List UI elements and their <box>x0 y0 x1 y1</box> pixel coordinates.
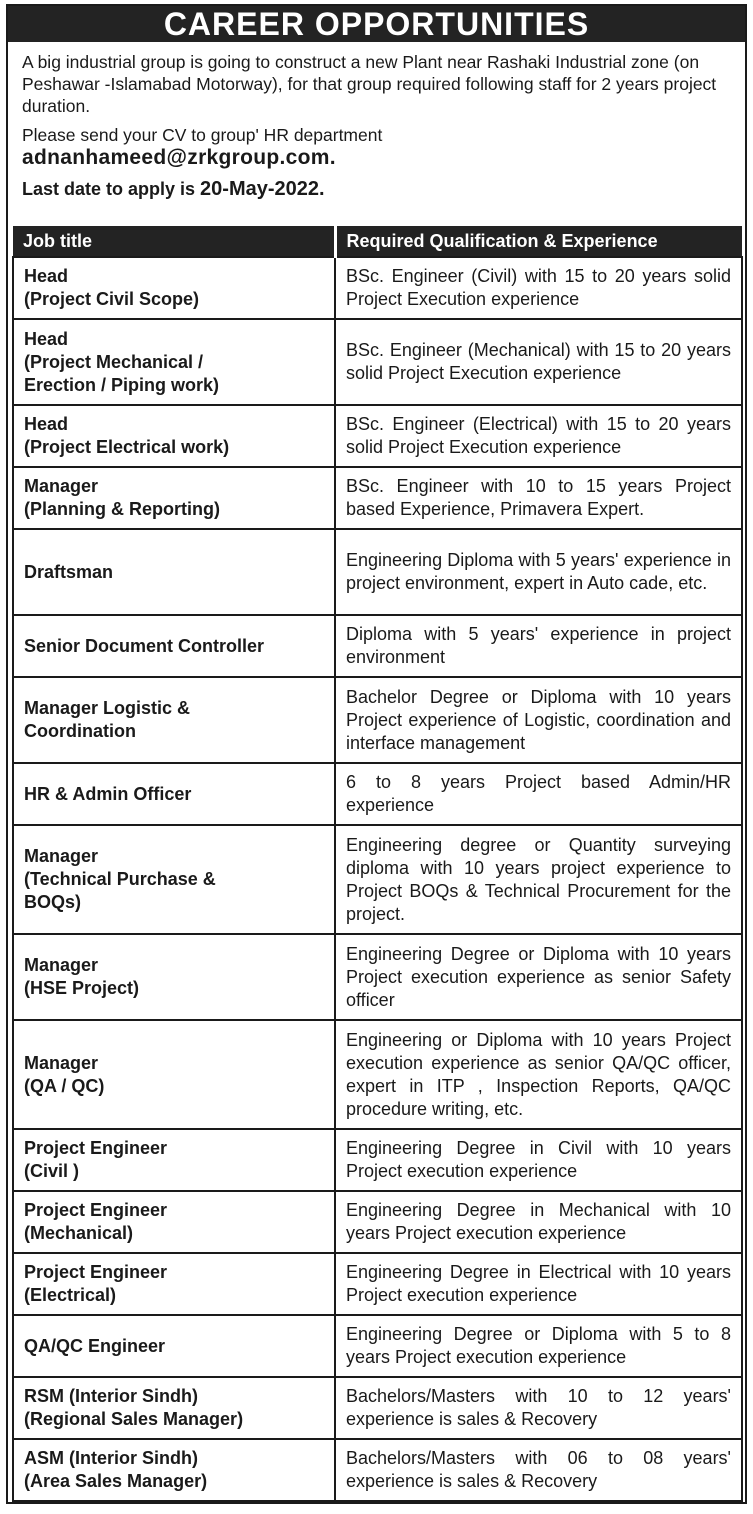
job-row <box>13 319 742 405</box>
job-title-line: (Mechanical) <box>24 1223 134 1243</box>
job-title-cell <box>13 1020 335 1129</box>
ad-title: CAREER OPPORTUNITIES <box>163 6 590 42</box>
job-qualification-cell: Engineering Degree or Diploma with 5 to 8 years Project execution experience <box>335 1315 742 1377</box>
intro-description: A big industrial group is going to construct a new Plant near Rashaki Industrial zone (on Peshawar -Islamabad Motorway), for that group required following staff for 2 years project duration. <box>22 52 717 116</box>
job-title-cell <box>13 1377 335 1439</box>
job-title-line: RSM (Interior Sindh) <box>24 1386 198 1406</box>
job-row <box>13 615 742 677</box>
job-qualification-cell: Bachelors/Masters with 10 to 12 years' experience is sales & Recovery <box>335 1377 742 1439</box>
job-row <box>13 1020 742 1129</box>
job-title-cell <box>13 1253 335 1315</box>
job-row <box>13 1377 742 1439</box>
job-qualification-cell: Bachelor Degree or Diploma with 10 years Project experience of Logistic, coordination and interface management <box>335 677 742 763</box>
last-date-line <box>22 178 733 200</box>
job-qualification-cell: Diploma with 5 years' experience in project environment <box>335 615 742 677</box>
job-qualification-cell: BSc. Engineer (Electrical) with 15 to 20 years solid Project Execution experience <box>335 405 742 467</box>
job-title-line: (QA / QC) <box>24 1075 105 1096</box>
job-title-cell <box>13 319 335 405</box>
job-row <box>13 1191 742 1253</box>
job-qualification-cell: Bachelors/Masters with 06 to 08 years' experience is sales & Recovery <box>335 1439 742 1501</box>
job-title-cell <box>13 405 335 467</box>
job-qualification-cell: 6 to 8 years Project based Admin/HR experience <box>335 763 742 825</box>
header-qualification: Required Qualification & Experience <box>335 226 742 257</box>
job-title-line: (Area Sales Manager) <box>24 1471 208 1491</box>
job-row <box>13 677 742 763</box>
job-qualification-cell: Engineering Degree in Electrical with 10 years Project execution experience <box>335 1253 742 1315</box>
jobs-table-header-row <box>13 226 742 257</box>
job-title-line: (Project Electrical work) <box>24 437 230 457</box>
job-title-line: (HSE Project) <box>24 978 140 998</box>
jobs-table-body <box>13 257 742 1501</box>
job-qualification-cell: Engineering Degree in Civil with 10 years Project execution experience <box>335 1129 742 1191</box>
job-row <box>13 1129 742 1191</box>
job-title-cell <box>13 1191 335 1253</box>
job-title-line: Manager <box>24 476 99 496</box>
contact-email[interactable]: adnanhameed@zrkgroup.com. <box>22 146 336 169</box>
job-row <box>13 1439 742 1501</box>
job-title-line: Head <box>24 414 69 434</box>
job-title-line: (Project Mechanical / <box>24 351 204 372</box>
job-title-line: BOQs) <box>24 892 82 912</box>
job-title-line: HR & Admin Officer <box>24 783 192 804</box>
job-row <box>13 1253 742 1315</box>
job-row <box>13 257 742 319</box>
job-title-cell <box>13 1129 335 1191</box>
job-title-line: Project Engineer <box>24 1262 168 1282</box>
job-title-line: (Technical Purchase & <box>24 869 216 889</box>
job-qualification-cell: Engineering Degree or Diploma with 10 years Project execution experience as senior Safety officer <box>335 934 742 1020</box>
job-title-line: Manager <box>24 1052 99 1073</box>
last-date-label: Last date to apply is <box>22 179 201 199</box>
job-title-line: Draftsman <box>24 561 114 582</box>
job-row <box>13 467 742 529</box>
job-qualification-cell: BSc. Engineer (Civil) with 15 to 20 years solid Project Execution experience <box>335 257 742 319</box>
job-title-line: Senior Document Controller <box>24 635 265 656</box>
job-title-line: ASM (Interior Sindh) <box>24 1448 198 1468</box>
job-qualification-cell: Engineering or Diploma with 10 years Project execution experience as senior QA/QC officer, expert in ITP , Inspection Reports, QA/QC procedure writing, etc. <box>335 1020 742 1129</box>
intro-section <box>8 42 745 200</box>
job-title-cell <box>13 1315 335 1377</box>
job-qualification-cell: Engineering Degree in Mechanical with 10 years Project execution experience <box>335 1191 742 1253</box>
job-qualification-cell: BSc. Engineer with 10 to 15 years Project based Experience, Primavera Expert. <box>335 467 742 529</box>
job-title-line: (Electrical) <box>24 1285 117 1305</box>
job-title-cell <box>13 934 335 1020</box>
job-title-line: Head <box>24 328 69 349</box>
job-row <box>13 934 742 1020</box>
ad-header <box>8 6 745 42</box>
job-row <box>13 405 742 467</box>
job-title-line: Manager Logistic & <box>24 698 191 718</box>
job-title-line: Manager <box>24 846 99 866</box>
job-title-cell <box>13 529 335 615</box>
job-title-line: Manager <box>24 955 99 975</box>
job-title-line: Project Engineer <box>24 1200 168 1220</box>
send-cv-instruction: Please send your CV to group' HR department <box>22 125 383 145</box>
job-title-cell <box>13 1439 335 1501</box>
job-title-line: QA/QC Engineer <box>24 1335 166 1356</box>
jobs-table <box>12 226 743 1502</box>
job-title-line: Coordination <box>24 721 136 741</box>
job-title-line: Head <box>24 266 69 286</box>
job-title-cell <box>13 763 335 825</box>
job-row <box>13 1315 742 1377</box>
job-title-line: (Regional Sales Manager) <box>24 1409 244 1429</box>
job-title-cell <box>13 257 335 319</box>
job-title-line: Project Engineer <box>24 1138 168 1158</box>
career-advertisement <box>6 4 747 1504</box>
job-title-line: (Planning & Reporting) <box>24 499 220 519</box>
job-row <box>13 825 742 934</box>
job-title-cell <box>13 615 335 677</box>
job-qualification-cell: BSc. Engineer (Mechanical) with 15 to 20 years solid Project Execution experience <box>335 319 742 405</box>
job-title-cell <box>13 677 335 763</box>
job-title-cell <box>13 825 335 934</box>
job-row <box>13 529 742 615</box>
job-title-cell <box>13 467 335 529</box>
job-title-line: (Civil ) <box>24 1161 80 1181</box>
job-title-line: (Project Civil Scope) <box>24 289 200 309</box>
job-qualification-cell: Engineering Diploma with 5 years' experience in project environment, expert in Auto cade, etc. <box>335 529 742 615</box>
job-title-line: Erection / Piping work) <box>24 374 220 395</box>
job-qualification-cell: Engineering degree or Quantity surveying diploma with 10 years project experience to Project BOQs & Technical Procurement for the project. <box>335 825 742 934</box>
job-row <box>13 763 742 825</box>
last-date-value: 20-May-2022. <box>200 178 325 200</box>
header-job-title: Job title <box>13 226 335 257</box>
